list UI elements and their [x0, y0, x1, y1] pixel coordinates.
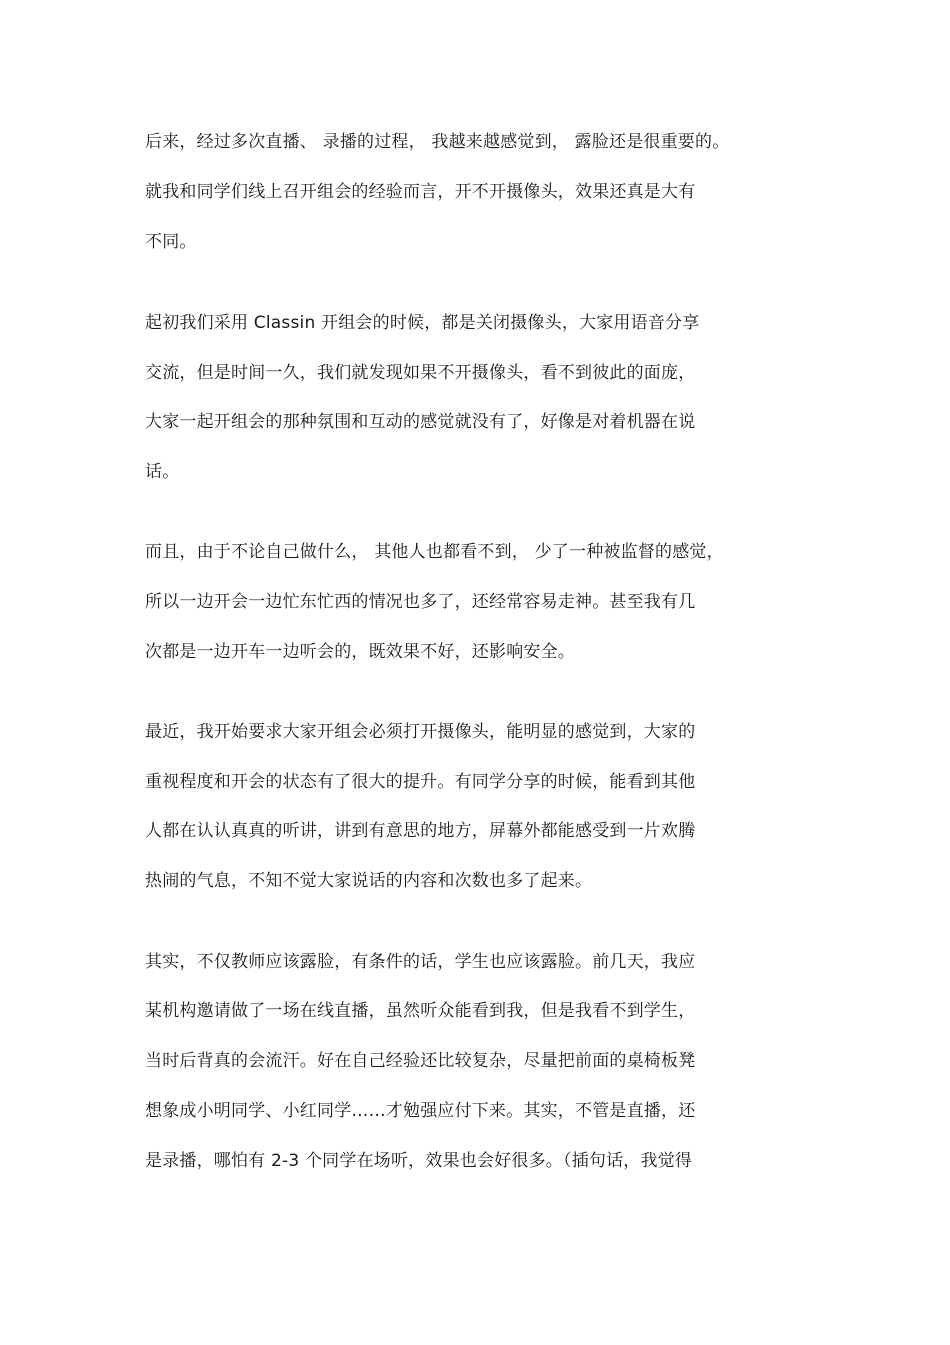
- paragraph-4-line-1: 最近，我开始要求大家开组会必须打开摄像头，能明显的感觉到，大家的: [145, 722, 696, 742]
- paragraph-2-line-3: 大家一起开组会的那种氛围和互动的感觉就没有了，好像是对着机器在说: [145, 412, 696, 432]
- paragraph-5-line-3: 当时后背真的会流汗。好在自己经验还比较复杂，尽量把前面的桌椅板凳: [145, 1051, 696, 1071]
- paragraph-5-line-4: 想象成小明同学、小红同学……才勉强应付下来。其实，不管是直播，还: [145, 1101, 696, 1121]
- paragraph-1-line-3: 不同。: [145, 232, 197, 252]
- paragraph-3-line-3: 次都是一边开车一边听会的，既效果不好，还影响安全。: [145, 642, 575, 662]
- paragraph-2-line-2: 交流，但是时间一久，我们就发现如果不开摄像头，看不到彼此的面庞，: [145, 363, 696, 383]
- paragraph-4-line-4: 热闹的气息，不知不觉大家说话的内容和次数也多了起来。: [145, 871, 593, 891]
- paragraph-2-line-4: 话。: [145, 462, 180, 482]
- paragraph-5-line-1: 其实，不仅教师应该露脸，有条件的话，学生也应该露脸。前几天，我应: [145, 952, 696, 972]
- paragraph-4-line-3: 人都在认认真真的听讲，讲到有意思的地方，屏幕外都能感受到一片欢腾: [145, 821, 696, 841]
- paragraph-1-line-1: 后来，经过多次直播、 录播的过程， 我越来越感觉到， 露脸还是很重要的。: [145, 132, 730, 152]
- paragraph-5-line-5: 是录播，哪怕有 2-3 个同学在场听，效果也会好很多。（插句话，我觉得: [145, 1151, 693, 1171]
- paragraph-1-line-2: 就我和同学们线上召开组会的经验而言，开不开摄像头，效果还真是大有: [145, 182, 696, 202]
- paragraph-3-line-1: 而且，由于不论自己做什么， 其他人也都看不到， 少了一种被监督的感觉，: [145, 542, 724, 562]
- paragraph-3-line-2: 所以一边开会一边忙东忙西的情况也多了，还经常容易走神。甚至我有几: [145, 592, 696, 612]
- paragraph-5-line-2: 某机构邀请做了一场在线直播，虽然听众能看到我，但是我看不到学生，: [145, 1001, 696, 1021]
- paragraph-4-line-2: 重视程度和开会的状态有了很大的提升。有同学分享的时候，能看到其他: [145, 772, 696, 792]
- paragraph-2-line-1: 起初我们采用 Classin 开组会的时候，都是关闭摄像头，大家用语音分享: [145, 313, 700, 333]
